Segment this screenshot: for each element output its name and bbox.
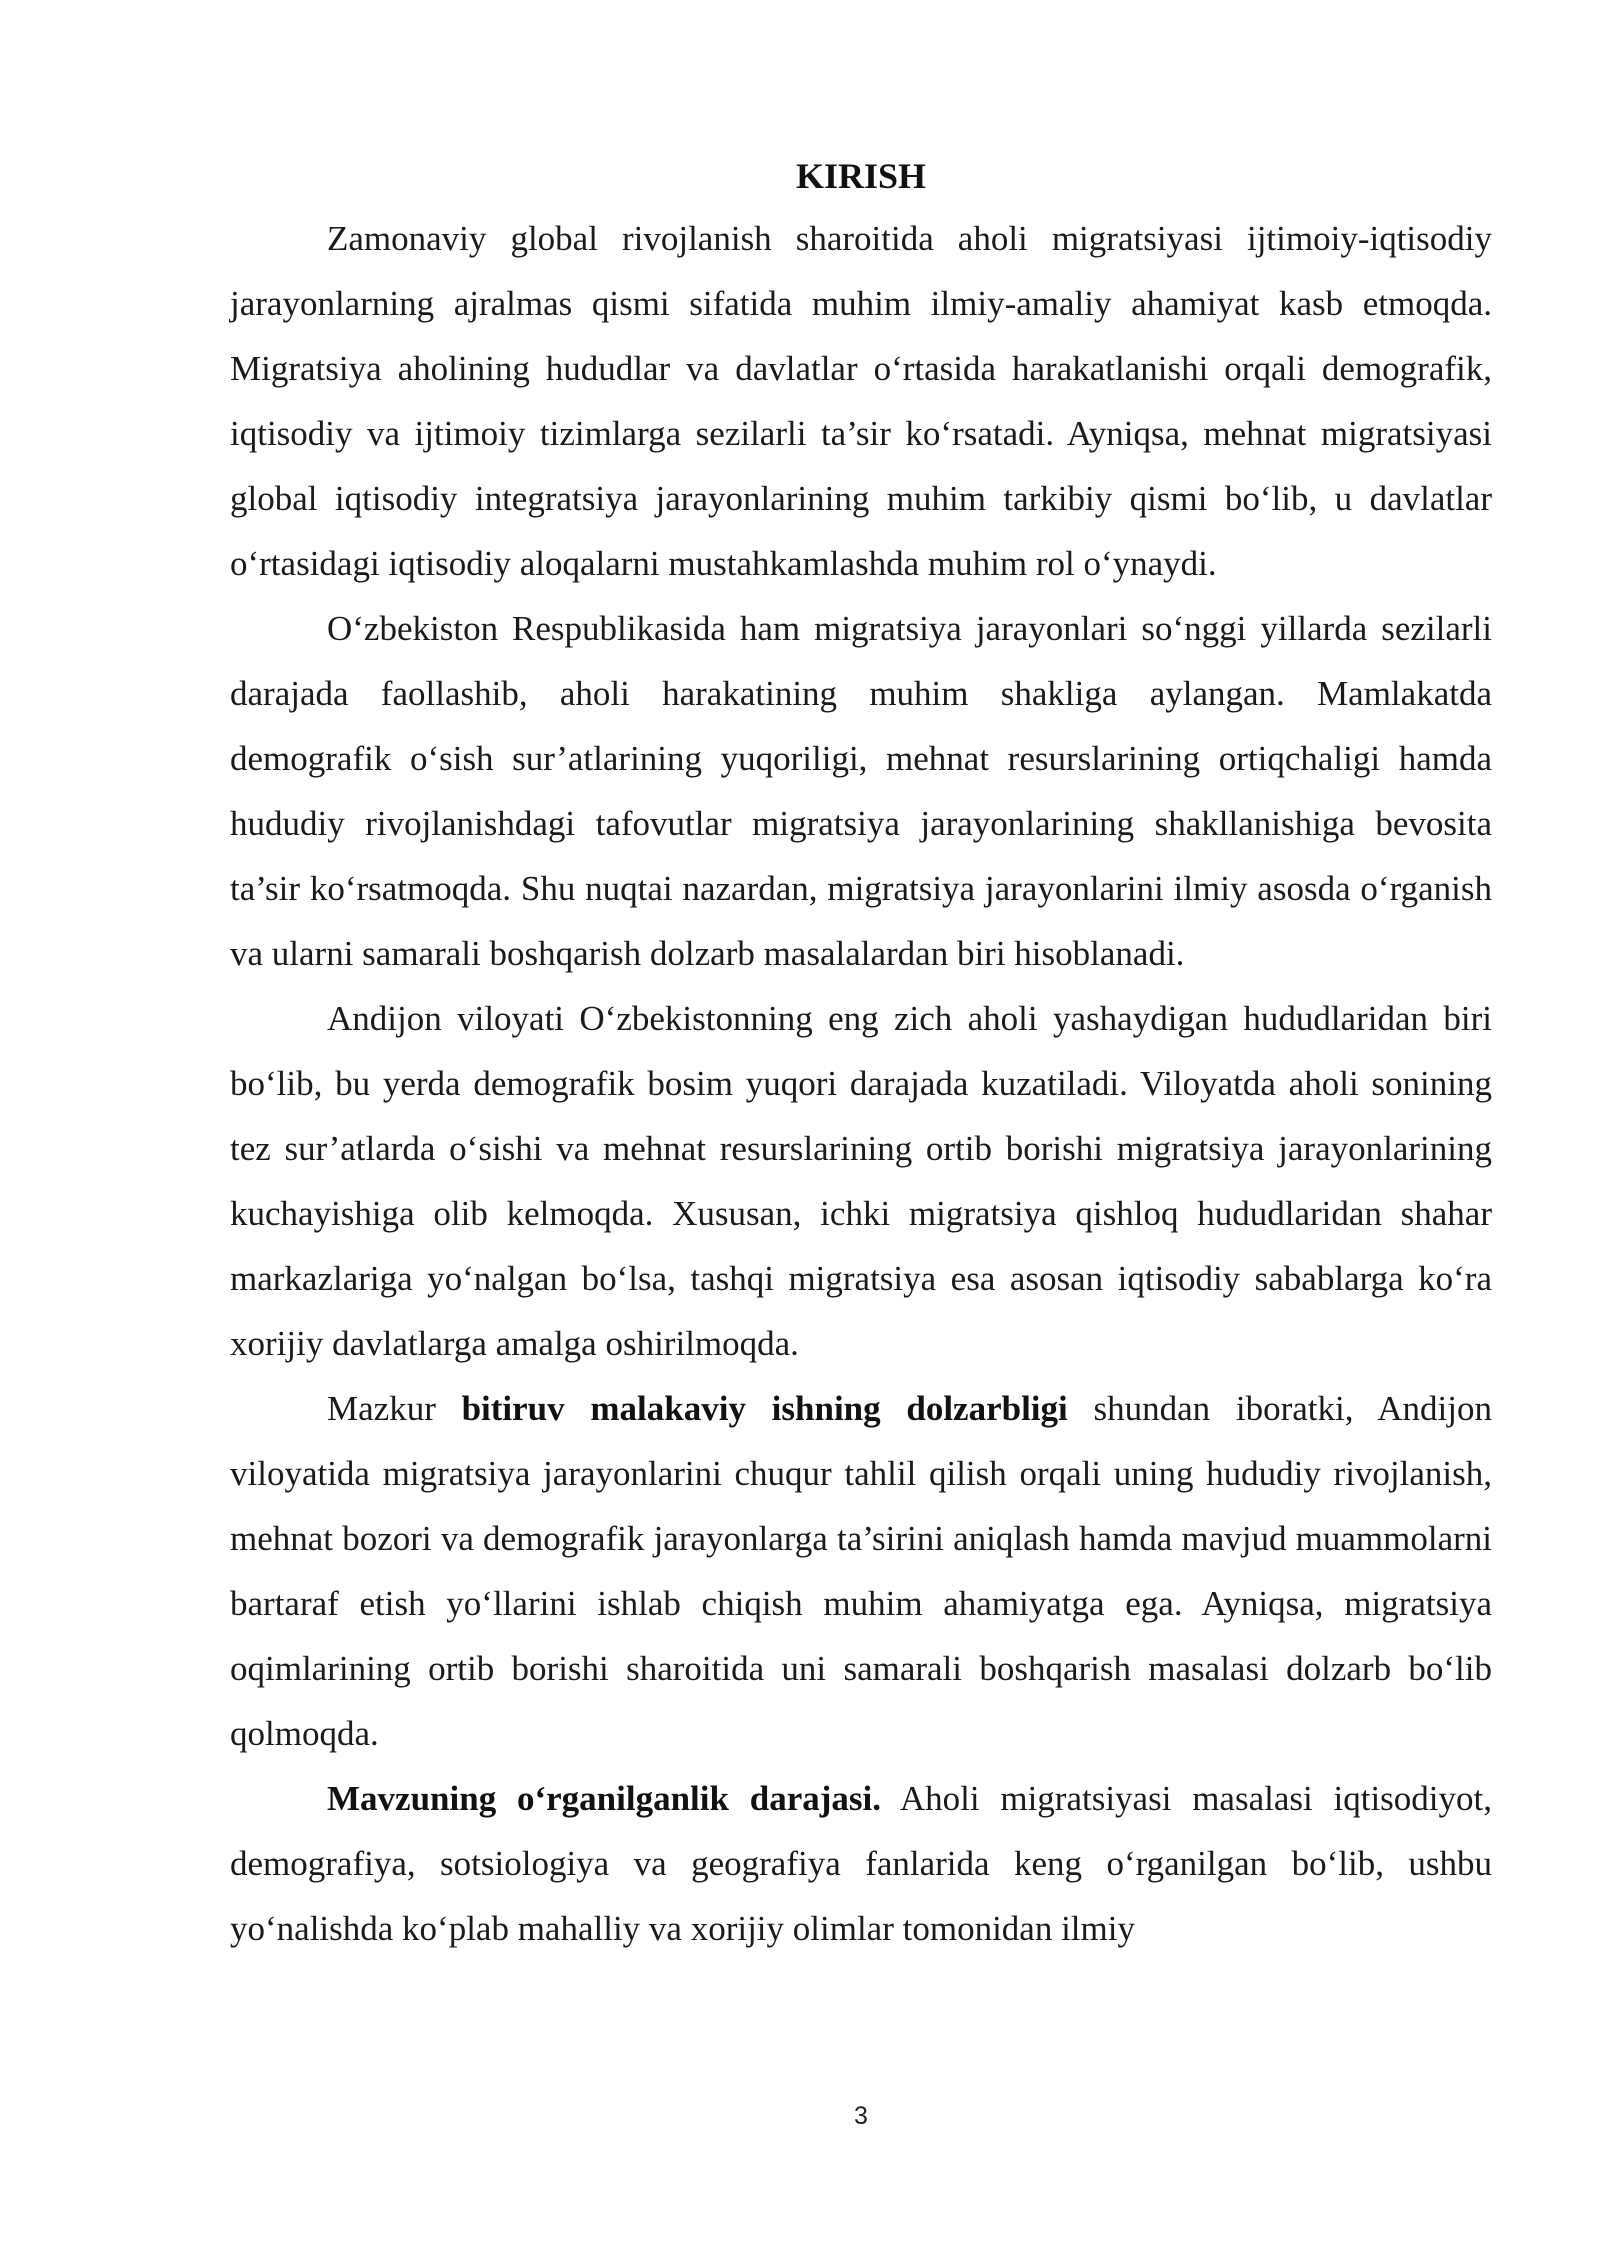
paragraph-4 [230, 1376, 1492, 1766]
section-title: KIRISH [795, 156, 927, 196]
paragraph-5-text: Aholi migratsiyasi masalasi iqtisodiyot, demografiya, sotsiologiya va geografiya fanlarida keng o‘rganilgan bo‘lib, ushbu yo‘nalishda ko‘plab mahalliy va xorijiy olimlar tomonidan ilmiy [230, 1779, 1492, 1948]
paragraph-4-text: shundan iboratki, Andijon viloyatida migratsiya jarayonlarini chuqur tahlil qilish orqali uning hududiy rivojlanish, mehnat bozori va demografik jarayonlarga ta’sirini aniqlash hamda mavjud muammolarni bartaraf etish yo‘llarini ishlab chiqish muhim ahamiyatga ega. Ayniqsa, migratsiya oqimlarining ortib borishi sharoitida uni samarali boshqarish masalasi dolzarb bo‘lib qolmoqda. [230, 1389, 1493, 1753]
page-number: 3 [854, 2102, 868, 2130]
paragraph-1: Zamonaviy global rivojlanish sharoitida aholi migratsiyasi ijtimoiy-iqtisodiy jarayonlarning ajralmas qismi sifatida muhim ilmiy-amaliy ahamiyat kasb etmoqda. Migratsiya aholining hududlar va davlatlar o‘rtasida harakatlanishi orqali demografik, iqtisodiy va ijtimoiy tizimlarga sezilarli ta’sir ko‘rsatadi. Ayniqsa, mehnat migratsiyasi global iqtisodiy integratsiya jarayonlarining muhim tarkibiy qismi bo‘lib, u davlatlar o‘rtasidagi iqtisodiy aloqalarni mustahkamlashda muhim rol o‘ynaydi. [230, 219, 1492, 583]
paragraph-5 [230, 1766, 1492, 1961]
paragraph-5-bold-heading: Mavzuning o‘rganilganlik darajasi. [327, 1779, 881, 1818]
page-content [230, 146, 1492, 1961]
paragraph-4-bold-term: bitiruv malakaviy ishning dolzarbligi [461, 1389, 1068, 1428]
paragraph-4-lead: Mazkur [327, 1389, 462, 1428]
paragraph-2: O‘zbekiston Respublikasida ham migratsiya jarayonlari so‘nggi yillarda sezilarli darajada faollashib, aholi harakatining muhim shakliga aylangan. Mamlakatda demografik o‘sish sur’atlarining yuqoriligi, mehnat resurslarining ortiqchaligi hamda hududiy rivojlanishdagi tafovutlar migratsiya jarayonlarining shakllanishiga bevosita ta’sir ko‘rsatmoqda. Shu nuqtai nazardan, migratsiya jarayonlarini ilmiy asosda o‘rganish va ularni samarali boshqarish dolzarb masalalardan biri hisoblanadi. [230, 609, 1492, 973]
paragraph-3: Andijon viloyati O‘zbekistonning eng zich aholi yashaydigan hududlaridan biri bo‘lib, bu yerda demografik bosim yuqori darajada kuzatiladi. Viloyatda aholi sonining tez sur’atlarda o‘sishi va mehnat resurslarining ortib borishi migratsiya jarayonlarining kuchayishiga olib kelmoqda. Xususan, ichki migratsiya qishloq hududlaridan shahar markazlariga yo‘nalgan bo‘lsa, tashqi migratsiya esa asosan iqtisodiy sabablarga ko‘ra xorijiy davlatlarga amalga oshirilmoqda. [230, 999, 1492, 1363]
